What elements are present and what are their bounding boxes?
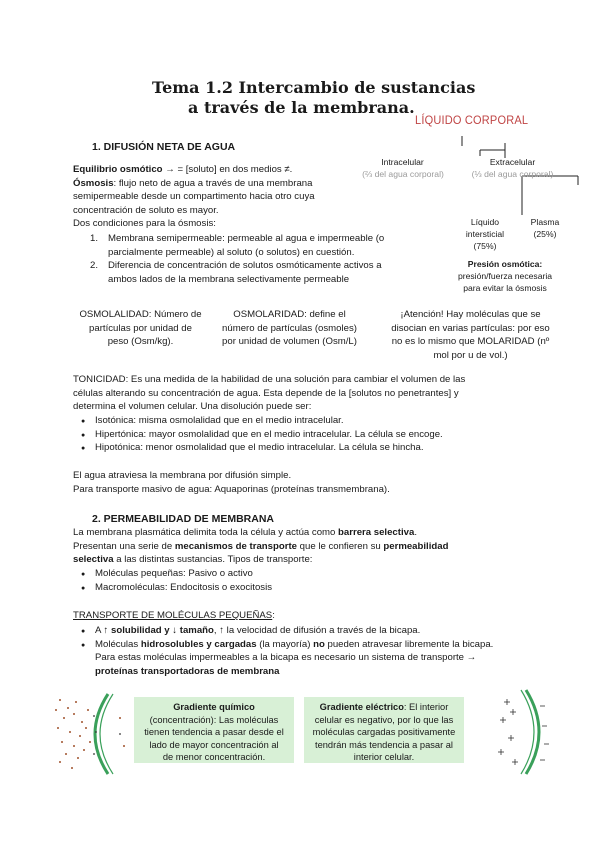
gradiente-electrico-box: Gradiente eléctrico: El interior celular es negativo, por lo que las moléculas cargadas positivamente tendrán más tendencia a pasar al interior celular. [304,697,464,763]
section1-heading: 1. DIFUSIÓN NETA DE AGUA [92,141,236,153]
def-atencion: ¡Atención! Hay moléculas que se disocian en varias partículas: por eso no es lo mismo que MOLARIDAD (nº mol por u de vol.) [391,309,550,361]
section1-body: Equilibrio osmótico → = [soluto] en dos medios ≠. Ósmosis: flujo neto de agua a través de una membrana semipermeable desde un compartimento hacia otro cuya concentración de soluto es mayor. Dos condiciones para la ósmosis: [73,164,315,229]
chemical-gradient-illustration [50,688,130,780]
electric-gradient-illustration [490,686,560,780]
def-osmolaridad: OSMOLARIDAD: define el número de partículas (osmoles) por unidad de volumen (Osm/L) [222,309,357,347]
transporte-list [73,624,573,678]
diagram-liquido-intersticial: Líquido intersticial (75%) [465,217,505,251]
diagram-plasma: Plasma (25%) [530,217,560,239]
list-item: ● Moléculas pequeñas: Pasivo o activo [73,567,553,581]
section2-body: La membrana plasmática delimita toda la célula y actúa como barrera selectiva. Presentan una serie de mecanismos de transporte que le confieren su permeabilidad selectiva a las distintas sustancias. Tipos de transporte: [73,527,449,565]
transporte-heading: TRANSPORTE DE MOLÉCULAS PEQUEÑAS: [73,610,275,621]
diagram-presion-osmotica: Presión osmótica: presión/fuerza necesaria para evitar la ósmosis [457,259,553,293]
list-item: ● A ↑ solubilidad y ↓ tamaño, ↑ la velocidad de difusión a través de la bicapa. [73,624,573,638]
diagram-intracelular-frac: (⅔ del agua corporal) [362,169,444,179]
diagram-extracelular: Extracelular [489,157,536,167]
list-item: ● Isotónica: misma osmolalidad que en el medio intracelular. [73,414,553,428]
agua-paragraph: El agua atraviesa la membrana por difusión simple. Para transporte masivo de agua: Aquaporinas (proteínas transmembrana). [73,470,390,495]
list-item: ● Hipertónica: mayor osmolalidad que en el medio intracelular. La célula se encoge. [73,428,553,442]
gradiente-quimico-box: Gradiente químico (concentración): Las moléculas tienen tendencia a pasar desde el lado de mayor concentración al de menor concentración. [134,697,294,763]
list-item: ● Moléculas hidrosolubles y cargadas (la mayoría) no pueden atravesar libremente la bicapa. Para estas moléculas impermeables a la bicapa es necesario un sistema de transporte → proteínas transportadoras de membrana [73,638,573,679]
diagram-heading: LÍQUIDO CORPORAL [415,114,529,128]
tonicidad-list [73,414,553,455]
section1-conditions: 1. Membrana semipermeable: permeable al agua e impermeable (o parcialmente permeable) al soluto (o solutos) en cuestión. 2. Diferencia de concentración de solutos osmóticamente activos a ambos lados de la membrana selectivamente permeable [90,233,385,285]
list-item: ● Macromoléculas: Endocitosis o exocitosis [73,581,553,595]
transport-types-list [73,567,553,594]
section2-heading: 2. PERMEABILIDAD DE MEMBRANA [92,513,275,525]
page-title-line1: Tema 1.2 Intercambio de sustancias [152,78,476,97]
diagram-extracelular-frac: (⅓ del agua corporal) [471,169,554,179]
list-item: ● Hipotónica: menor osmolalidad que el medio intracelular. La célula se hincha. [73,441,553,455]
def-osmolalidad: OSMOLALIDAD: Número de partículas por unidad de peso (Osm/kg). [79,309,202,347]
diagram-intracelular: Intracelular [381,157,424,167]
page-title-line2: a través de la membrana. [188,98,415,117]
tonicidad-paragraph: TONICIDAD: Es una medida de la habilidad de una solución para cambiar el volumen de las células alterando su concentración de agua. Esta depende de la [solutos no penetrantes] y determina el volumen celular. Una disolución puede ser: [73,374,466,412]
